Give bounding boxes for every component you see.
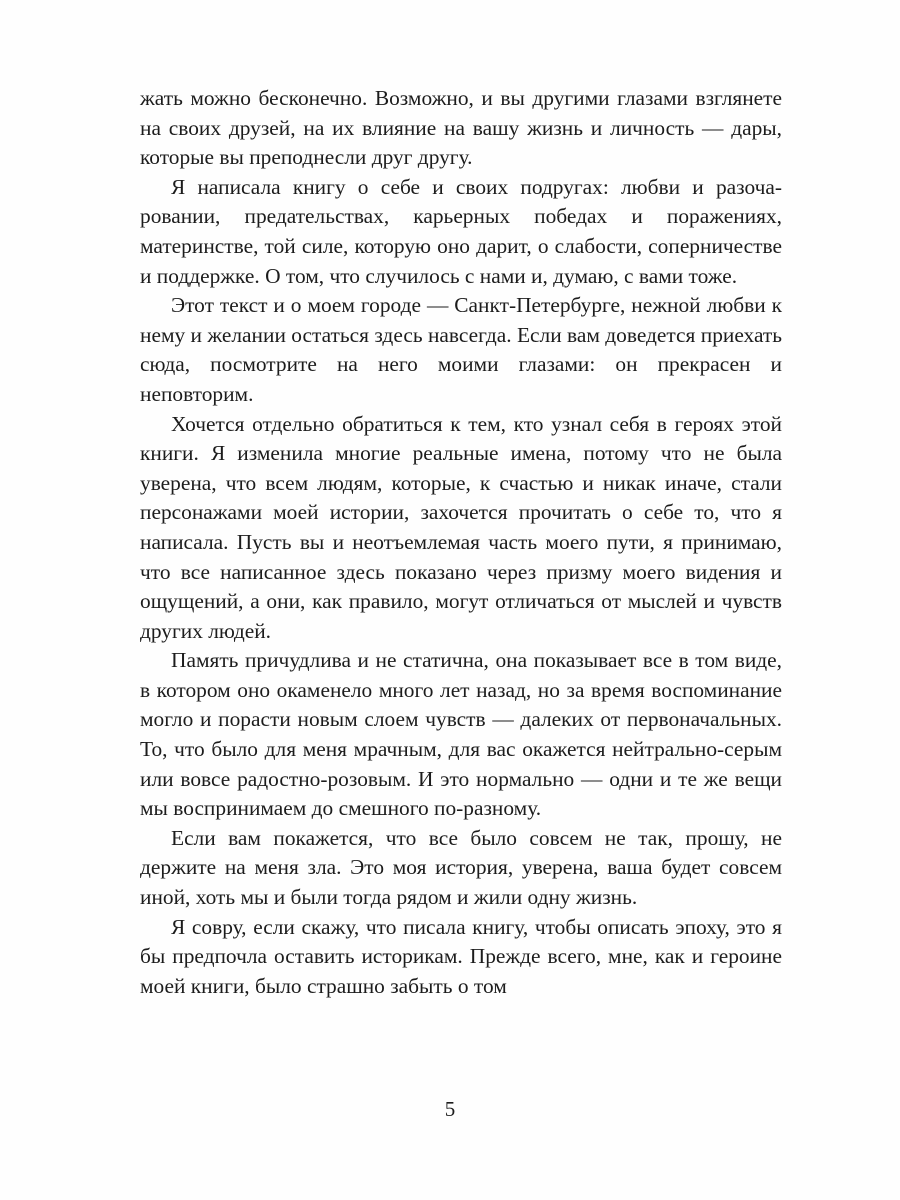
paragraph: Этот текст и о моем городе — Санкт-Петербурге, нежной любви к нему и желании остаться здесь навсегда. Если вам доведется приехать сюда, посмотрите на него моими глазами: он прекрасен и неповторим. [140,293,782,406]
paragraph: Хочется отдельно обратиться к тем, кто узнал себя в героях этой книги. Я изменила многие реальные имена, потому что не была уверена, что всем людям, которые, к счастью и никак иначе, стали персонажами моей истории, захочется прочитать о себе то, что я написала. Пусть вы и неотъемлемая часть моего пути, я принимаю, что все написанное здесь показано через призму моего видения и ощущений, а они, как правило, могут отличаться от мыслей и чувств других людей. [140,411,782,643]
paragraph: Память причудлива и не статична, она показывает все в том виде, в котором оно окаменело много лет назад, но за время воспоминание могло и порасти новым слоем чувств — далеких от первоначальных. То, что было для меня мрачным, для вас окажется нейтрально-серым или вовсе радостно-розовым. И это нормально — одни и те же вещи мы воспринимаем до смешного по-разному. [140,648,782,821]
paragraph: Я написала книгу о себе и своих подругах: любви и разочаровании, предательствах, карьерных победах и поражениях, материнстве, той силе, которую оно дарит, о слабости, соперничестве и поддержке. О том, что случилось с нами и, думаю, с вами тоже. [140,174,782,288]
paragraph: Если вам покажется, что все было совсем не так, прошу, не держите на меня зла. Это моя история, уверена, ваша будет совсем иной, хоть мы и были тогда рядом и жили одну жизнь. [140,825,782,910]
paragraph-continued: жать можно бесконечно. Возможно, и вы другими глазами взглянете на своих друзей, на их влияние на вашу жизнь и личность — дары, которые вы преподнесли друг другу. [140,86,782,170]
body-text [140,84,782,1001]
page-number: 5 [444,1097,456,1121]
paragraph: Я совру, если скажу, что писала книгу, чтобы описать эпоху, это я бы предпочла оставить историкам. Прежде всего, мне, как и героине моей книги, было страшно забыть о том [140,914,782,998]
